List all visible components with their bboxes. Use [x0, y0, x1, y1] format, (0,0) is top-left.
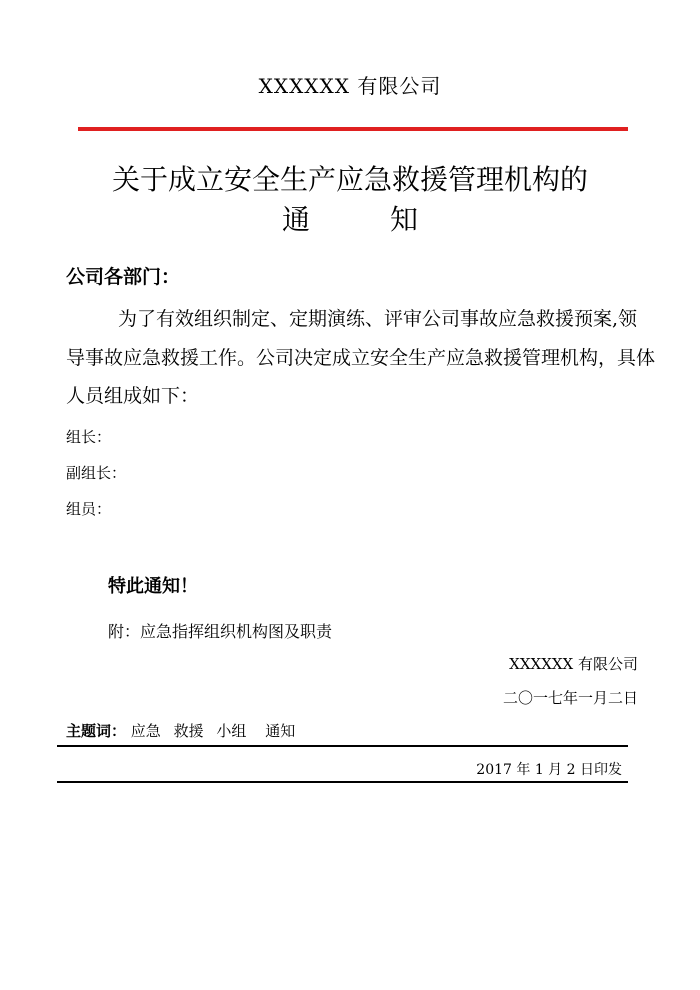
signature-company: XXXXXX 有限公司: [509, 655, 638, 673]
attachment-note: 附：应急指挥组织机构图及职责: [108, 622, 333, 641]
keywords-label: 主题词：: [66, 722, 127, 740]
signature-date: 二〇一七年一月二日: [502, 689, 638, 707]
document-title: 关于成立安全生产应急救援管理机构的: [111, 163, 588, 196]
leader-label: 组长：: [66, 428, 112, 446]
body-paragraph: [66, 300, 656, 416]
company-header: XXXXXX 有限公司: [258, 74, 442, 98]
red-divider: [78, 127, 628, 131]
title-char-zhi: 知: [390, 203, 419, 236]
print-date: 2017 年 1 月 2 日印发: [476, 762, 622, 778]
keywords: [66, 720, 303, 741]
document-title-notice: [0, 198, 700, 238]
keywords-divider: [57, 745, 628, 747]
addressee: 公司各部门：: [66, 266, 181, 288]
keyword-item: 通知: [265, 722, 296, 740]
closing-text: 特此通知！: [108, 576, 198, 597]
keyword-item: 应急: [130, 722, 161, 740]
member-label: 组员：: [66, 500, 112, 518]
keyword-item: 救援: [173, 722, 204, 740]
deputy-leader-label: 副组长：: [66, 464, 127, 482]
title-char-tong: 通: [281, 203, 310, 236]
keyword-item: 小组: [216, 722, 247, 740]
footer-divider: [57, 781, 628, 783]
body-text: 为了有效组织制定、定期演练、评审公司事故应急救援预案,领导事故应急救援工作。公司决定成立安全生产应急救援管理机构，具体人员组成如下：: [66, 308, 656, 407]
